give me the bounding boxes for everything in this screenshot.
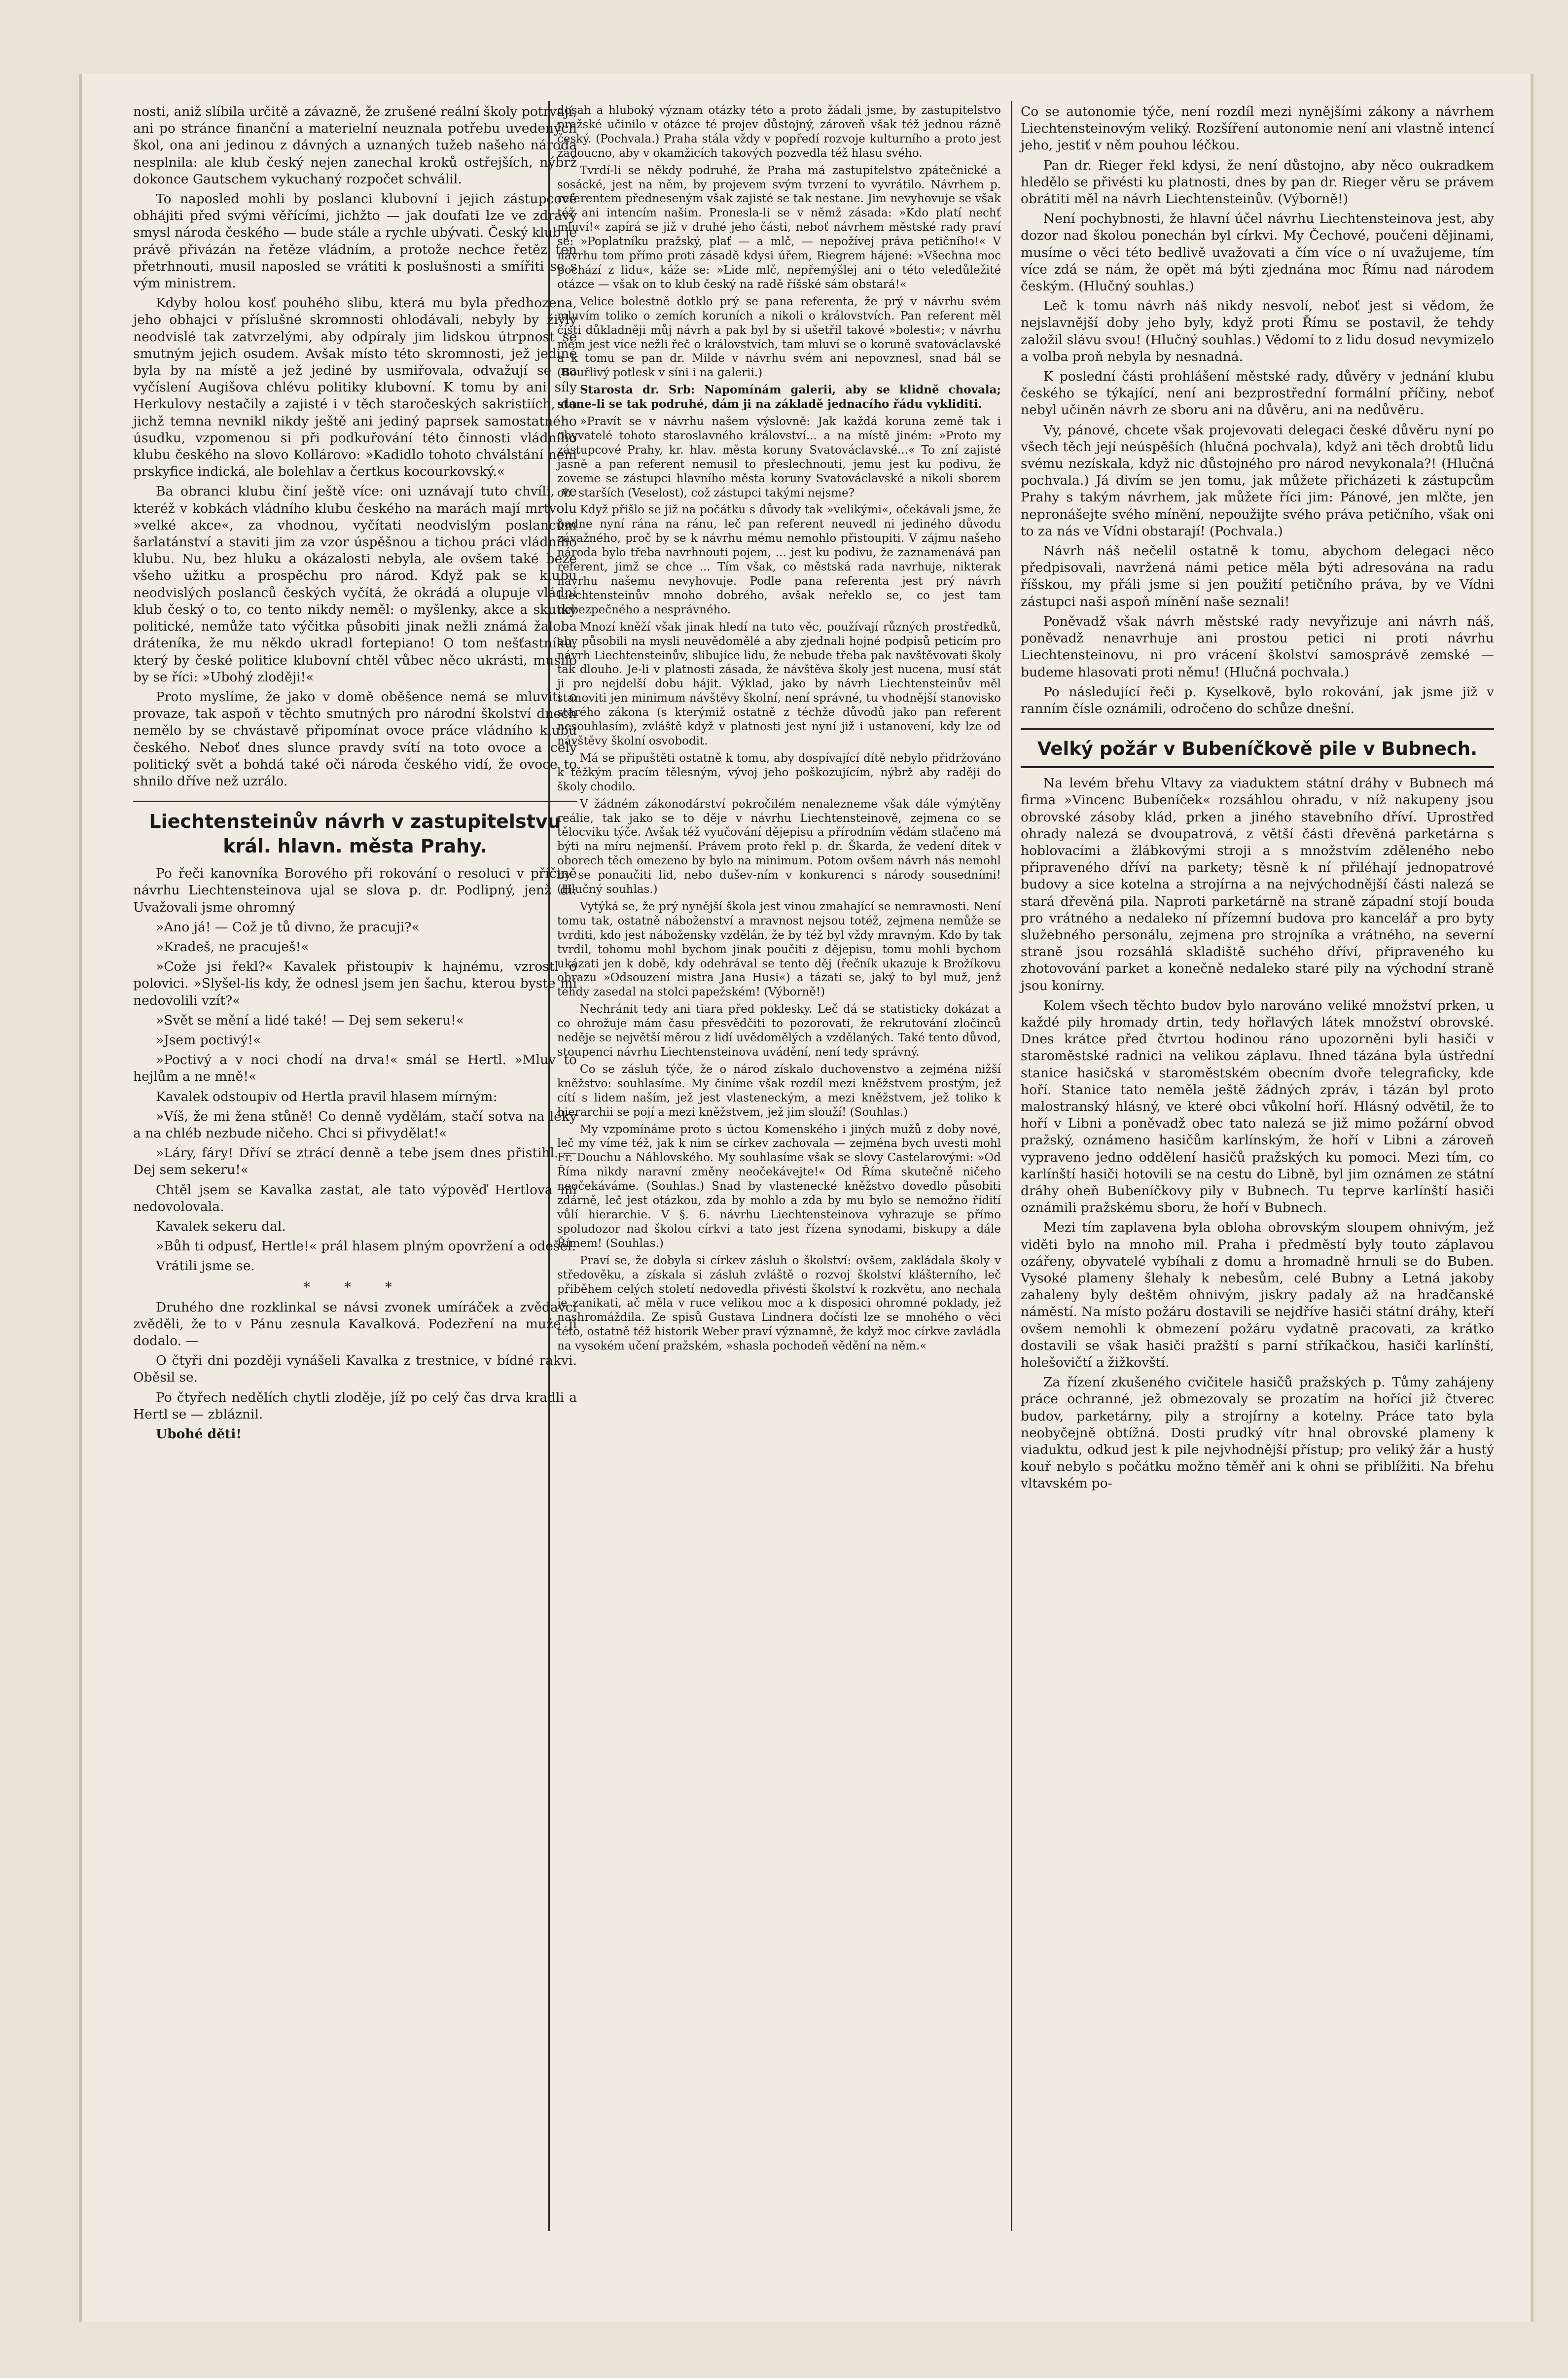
article-text: nosti, aniž slíbila určitě a závazně, že zrušené reální školy potrvají, ani po stránce finanční a materielní neuznala potřebu uvedených škol, ona ani jedinou z dávných a uznaných tužeb našeho národa nesplnila: ale klub český nejen zanechal kroků ostřejších, nýbrž dokonce Gautschem vykuchaný rozpočet schválil. xyxy=(133,104,577,187)
article-text: Když přišlo se již na počátku s důvody tak »velikými«, očekávali jsme, že padne nyní rána na ránu, leč pan referent neuvedl ni jediného důvodu závažného, proč by se k návrhu mému nemohlo přistoupiti. V zájmu našeho národa bylo třeba navrhnouti pojem, ... jest ku podivu, že zaznamenává pan referent, jimž se chce ... Tím však, co městská rada navrhuje, nikterak návrhu našemu nevyhovuje. Podle pana referenta jest prý návrh Liechtensteinův mnoho dobrého, avšak neřeklo se, co jest tam nebezpečného a nesprávného. xyxy=(557,503,1001,616)
story-paragraph: Po čtyřech nedělích chytli zloděje, jíž po celý čas drva kradli a Hertl se — zbláznil. xyxy=(133,1389,577,1422)
article-text: Tvrdí-li se někdy podruhé, že Praha má zastupitelstvo zpátečnické a sosácké, jest na něm, by projevem svým tvrzení to vyvrátilo. Návrhem p. referentem předneseným však zajisté se tak nestane. Jim nevyhovuje se však též ani intencím našim. Pronesla-li se v němž zásada: »Kdo platí nechť mluví!« zapírá se již v druhé jeho části, neboť návrhem městské rady praví se: »Poplatníku pražský, plať — a mlč, — nepožívej práva petičního!« V návrhu tom přímo proti zásadě kdysi úřem, Riegrem hájené: »Všechna moc pochází z lidu«, káže se: »Lide mlč, nepřemýšlej ani o této veledůležité otázce — však on to klub český na radě říšské sám obstará!« xyxy=(557,164,1001,291)
article-text: Kdyby holou kosť pouhého slibu, která mu byla předhozena, jeho obhajci v příslušné skromnosti ohlodávali, nebyly by živly neodvislé tak zatvrzelými, aby odpíraly jim lidskou útrpnost se smutným jejich osudem. Avšak místo této skromnosti, jež jediné byla by na místě a jež jediné by usmiřovala, odvažují se na vyčíslení Augišova chlévu politiky klubovní. K tomu by ani síly Herkulovy nestačily a zajisté i v těch staročeských sakristiích, do jichž temna nevnikl nikdy ještě ani jediný paprsek samostatného úsudku, vzpomenou si při podkuřování této činnosti vládního klubu českého na slovo Kollárovo: »Kadidlo tohoto chválstání není prskyfice indická, ale bolehlav a čertkus kocourkovský.« xyxy=(133,295,577,480)
story-paragraph: Druhého dne rozklinkal se návsi zvonek umíráček a zvědavci zvěděli, že to v Pánu zesnula Kavalková. Podezření na muže ji dodalo. — xyxy=(133,1299,577,1349)
article-text: Není pochybnosti, že hlavní účel návrhu Liechtensteinova jest, aby dozor nad školou ponechán byl církvi. My Čechové, poučeni dějinami, musíme o věci této bedlivě uvažovati a čím více o ní uvažujeme, tím více zdá se nám, že opět má býti zjednána moc Římu nad národem českým. (Hlučný souhlas.) xyxy=(1021,211,1494,294)
article-text: To naposled mohli by poslanci klubovní i jejich zástupcové obhájiti před svými věřícími, jichžto — jak doufati lze ve zdravý smysl národa českého — bude stále a rychle ubývati. Český klub je právě přivázán na řetěze vládním, a protože nechce řetěz ten přetrhnouti, musil naposled se vrátiti k poslušnosti a smířiti se s vým ministrem. xyxy=(133,191,577,291)
article-text: dosah a hluboký význam otázky této a proto žádali jsme, by zastupitelstvo pražské učinilo v otázce té projev důstojný, zároveň však též jednou rázně český. (Pochvala.) Praha stála vždy v popředí rozvoje kulturního a proto jest žádoucno, aby v okamžicích takových pozvedla též hlasu svého. xyxy=(557,104,1001,160)
story-paragraph: Chtěl jsem se Kavalka zastat, ale tato výpověď Hertlova mi nedovolovala. xyxy=(133,1182,577,1214)
column-left xyxy=(133,104,577,1446)
story-paragraph: »Bůh ti odpusť, Hertle!« prál hlasem plným opovržení a odešel. xyxy=(156,1239,576,1254)
article-text: Vytýká se, že prý nynější škola jest vinou zmahající se nemravnosti. Není tomu tak, ostatně náboženství a mravnost nejsou totéž, zejmena nemůže se tvrditi, kdo jest nábožensky vzdělán, že by též byl vždy mravným. Kdo by tak tvrdil, tohomu mohl bychom jinak poučiti z dějepisu, tomu mohli bychom ukázati jen k době, kdy odehrával se tento děj (řečník ukazuje k Brožíkovu obrazu »Odsouzení mistra Jana Husi«) a tázati se, jaký to byl muž, jenž tehdy zasedal na stolci papežském! (Výborně!) xyxy=(557,900,1001,999)
section-separator: * * * xyxy=(303,1278,407,1295)
column-rule-2 xyxy=(1011,101,1012,2231)
story-paragraph: »Poctivý a v noci chodí na drva!« smál se Hertl. »Mluv to hejlům a ne mně!« xyxy=(133,1052,577,1085)
article-text: Praví se, že dobyla si církev zásluh o školství: ovšem, zakládala školy v středověku, a získala si zásluh zvláště o rozvoj školství klášterního, leč přiběhem celých století nedovedla přivésti školství k rozkvětu, ano nechala je zanikati, ač měla v ruce velikou moc a k disposici ohromné poklady, jež nashromáždila. Ze spisů Gustava Lindnera dočísti lze se mnohého o věci této, ostatně též historik Weber praví významně, že když moc církve zavládla na vysokém učení pražském, »shasla pochodeň vědění na něm.« xyxy=(557,1254,1001,1353)
article-text: Ba obranci klubu činí ještě více: oni uznávají tuto chvíli, ve kteréž v kobkách vládního klubu českého na marách mají mrtvolu »velké akce«, za vhodnou, vyčítati neodvislým poslancům šarlatánství a staviti jim za vzor úspěšnou a tichou práci vládního klubu. Nu, bez hluku a okázalosti nebyla, ale ovšem také beze všeho užitku a prospěchu pro národ. Když pak se klubu neodvislých poslanců českých vyčítá, že okrádá a olupuje vládní klub český o to, co tento nikdy neměl: o myšlenky, akce a skutky politické, nemůže tato výčitka působiti jinak nežli známá žaloba dráteníka, že mu někdo ukradl fortepiano! O tom nešťastníku, který by české politice klubovní chtěl vůbec něco ukrásti, musilo by se říci: »Ubohý zloději!« xyxy=(133,484,577,685)
article-text: Návrh náš nečelil ostatně k tomu, abychom delegaci něco předpisovali, navržená námi petice měla býti adresována na radu říšskou, my přáli jsme si jen použití petičního práva, by ve Vídni zástupci naši aspoň mínění naše seznali! xyxy=(1021,543,1494,609)
article-text: Velice bolestně dotklo prý se pana referenta, že prý v návrhu svém mluvím toliko o zemích koruních a nikoli o královstvích. Pan referent měl čísti důkladněji můj návrh a pak byl by si ušetřil takové »bolesti«; v návrhu mém jest více nežli řeč o královstvích, tam mluví se o koruně svatováclavské a k tomu se pan dr. Milde v návrhu svém ani nepovznesl, snad bál se (Bouřlivý potlesk v síni i na galerii.) xyxy=(557,295,1001,380)
article-text: Vy, pánové, chcete však projevovati delegaci české důvěru nyní po všech těch její neúspěších (hlučná pochvala), když ani těch drobtů lidu svému nezískala, když nic důstojného pro národ nevykonala?! (Hlučná pochvala.) Já divím se jen tomu, jak můžete přicházeti k zástupcům Prahy s takým návrhem, jak můžete říci jim: Pánové, jen mlčte, jen nepronášejte svého mínění, nepoužijte svého práva petičního, však oni to za nás ve Vídni obstarají! (Pochvala.) xyxy=(1021,422,1494,539)
article-text: Po následující řeči p. Kyselkově, bylo rokování, jak jsme již v ranním čísle oznámili, odročeno do schůze dnešní. xyxy=(1021,684,1494,716)
article-headline: Velký požár v Bubeníčkově pile v Bubnech. xyxy=(1021,728,1494,768)
article-text: My vzpomínáme proto s úctou Komenského i jiných mužů z doby nové, leč my víme též, jak k nim se církev zachovala — zejména bych uvesti mohl Fr. Douchu a Náhlovského. My souhlasíme však se slovy Castelarovými: »Od Říma nikdy naravní změny neočekávejte!« Od Říma skutečně ničeho neočekáváme. (Souhlas.) Snad by vlastenecké kněžstvo dovedlo působiti zdárně, leč jest otázkou, zda by mohlo a zda by mu bylo se nemožno řídití vůlí hierarchie. V §. 6. návrhu Liechtensteinova vyhrazuje se přímo spoludozor nad školou církvi a tato jest řízena synodami, biskupy a dále Římem! (Souhlas.) xyxy=(557,1123,1001,1250)
article-headline: Liechtensteinův návrh v zastupitelstvu král. hlavn. města Prahy. xyxy=(133,801,577,858)
story-paragraph: »Cože jsi řekl?« Kavalek přistoupiv k hajnému, vzrostl o polovici. »Slyšel-lis kdy, že odnesl jsem jen šachu, kterou byste mi nedovolili vzít?« xyxy=(133,959,577,1008)
story-paragraph: Vrátili jsme se. xyxy=(156,1258,255,1274)
story-paragraph: Kavalek odstoupiv od Hertla pravil hlasem mírným: xyxy=(156,1089,498,1104)
article-text: Nechránit tedy ani tiara před poklesky. Leč dá se statisticky dokázat a co ohrožuje mám času přesvědčiti to pozorovati, že rekrutování zločinců neděje se největší měrou z lidí uvědomělých a vzdělaných. Také tento důvod, stoupenci návrhu Liechtensteinova uvádění, není tedy správný. xyxy=(557,1003,1001,1059)
column-middle xyxy=(557,104,1001,1356)
story-paragraph: Ubohé děti! xyxy=(156,1426,242,1442)
article-text: K poslední části prohlášení městské rady, důvěry v jednání klubu českého se týkající, není ani bezprostřední formální příčiny, neboť nebyl učiněn návrh ze sboru ani na důvěru, ani na nedůvěru. xyxy=(1021,369,1494,418)
story-paragraph: »Jsem poctivý!« xyxy=(156,1032,261,1048)
article-text: Pan dr. Rieger řekl kdysi, že není důstojno, aby něco oukradkem hledělo se přivésti ku platnosti, dnes by pan dr. Rieger věru se právem obrátiti měl na návrh Liechtensteinův. (Výborně!) xyxy=(1021,157,1494,207)
story-block xyxy=(133,919,577,1275)
story-paragraph: »Kradeš, ne pracuješ!« xyxy=(156,939,309,955)
article-text: Kolem všech těchto budov bylo narováno veliké množství prken, u každé pily hromady drtin, tedy hořlavých látek množství obrovské. Dnes krátce před čtvrtou hodinou ráno upozorněni byli hasiči v staroměstské radnici na velikou záplavu. Ihned tázána byla ústřední stanice hasičská v staroměstském obecním dvoře telegraficky, kde hoří. Stanice tato neměla ještě žádných zpráv, i tázán byl proto malostranský hlásný, ve které obci vůkolní hoří. Hlásný odvětil, že to hoří v Libni a poněvadž obec tato nalezá se již mimo požární obvod pražský, oznámeno hasičům karlínským, že hoří v Libni a zároveň vypraveno jedno oddělení hasičů pražských ku pomoci. Mezi tím, co karlínští hasiči hotovili se na cestu do Libně, byl jim oznámen ze státní dráhy oheň Bubeníčkovy pily v Bubnech. Tu teprve karlínští hasiči oznámili pražskému sboru, že hoří v Bubnech. xyxy=(1021,997,1494,1216)
article-text: Za řízení zkušeného cvičitele hasičů pražských p. Tůmy zahájeny práce ochranné, jež obmezovaly se prozatím na hořící již čtverec budov, parketárny, pily a strojírny a kotelny. Práce tato byla neobyčejně obtížná. Dosti prudký vítr hnal obrovské plameny k viaduktu, odkud jest k pile nejvhodnější přístup; pro veliký žár a hustý kouř nebylo s počátku možno těměř ani k ohni se přiblížiti. Na břehu vltavském po- xyxy=(1021,1375,1494,1491)
column-right xyxy=(1021,104,1494,1495)
article-text: Poněvadž však návrh městské rady nevyřizuje ani návrh náš, poněvadž nenavrhuje ani prostou petici ni proti návrhu Liechtensteinovu, ni pro vrácení školství samosprávě zemské — budeme hlasovati proti němu! (Hlučná pochvala.) xyxy=(1021,613,1494,680)
page-edge-right xyxy=(1531,74,1533,2322)
article-text: Co se zásluh týče, že o národ získalo duchovenstvo a zejména nižší kněžstvo: souhlasíme. My činíme však rozdíl mezi kněžstvem prostým, jež cítí s lidem naším, jež jest vlasteneckým, a mezi kněžstvem, jež toliko k hierarchii se pojí a mezi kněžstvem, jež jim slouží! (Souhlas.) xyxy=(557,1063,1001,1119)
article-text: Proto myslíme, že jako v domě oběšence nemá se mluviti o provaze, tak aspoň v těchto smutných pro národní školství dnech nemělo by se chvástavě připomínat ovoce práce vládního klubu českého. Neboť dnes slunce pravdy svítí na toto ovoce a celý politický svět a bohdá také oči národa českého vidí, že ovoce to shnilo dříve než uzrálo. xyxy=(133,689,577,789)
article-lead: Po řeči kanovníka Borového při rokování o resoluci v příčině návrhu Liechtensteinova ujal se slova p. dr. Podlipný, jenž di: Uvažovali jsme ohromný xyxy=(133,866,577,915)
story-paragraph: »Svět se mění a lidé také! — Dej sem sekeru!« xyxy=(156,1012,464,1028)
article-text: Mezi tím zaplavena byla obloha obrovským sloupem ohnivým, jež viděti bylo na mnoho mil. Praha i předměstí byly touto záplavou ozářeny, obyvatelé vybíhali z domu a hromadně hrnuli se do Buben. Vysoké plameny šlehaly k nebesům, celé Bubny a Letná jakoby zahaleny byly deštěm ohnivým, jiskry padaly až na hradčanské náměstí. Na místo požáru dostavili se nejdříve hasiči státní dráhy, kteří ovšem nemohli k obmezení požáru vydatně pracovati, za krátko dostavili se však hasiči pražští s parní stříkačkou, hasiči karlínští, holešovičtí a žižkovští. xyxy=(1021,1220,1494,1371)
page-edge-left xyxy=(79,74,82,2322)
article-text: Leč k tomu návrh náš nikdy nesvolí, neboť jest si vědom, že nejslavnější doby jeho byly, když proti Římu se postavil, že tehdy založil slávu svou! (Hlučný souhlas.) Vědomí to z lidu dosud nevymizelo a volba proň nebyla by nesnadná. xyxy=(1021,298,1494,364)
story-paragraph: Kavalek sekeru dal. xyxy=(156,1218,286,1234)
story-paragraph: »Ano já! — Což je tů divno, že pracuji?« xyxy=(156,919,420,935)
article-text: Na levém břehu Vltavy za viaduktem státní dráhy v Bubnech má firma »Vincenc Bubeníček« rozsáhlou ohradu, v níž nakupeny jsou obrovské zásoby klád, prken a jiného stavebního dříví. Uprostřed ohrady nalezá se dvoupatrová, z větší části dřevěná parketárna s hoblovacími a žlábkovými stroji a s množstvím zděleného nebo připraveného dříví na parkety; těsně k ní přiléhají jednopatrové budovy a sice kotelna a strojírna a na nejvýchodnější části nalezá se stará dřevěná pila. Naproti parketárně na straně západní stojí bouda pro vrátného a nedaleko ní přízemní budova pro kancelář a pro byty služebného personálu, zejmena pro strojníka a vrátného, na severní straně jsou rozsáhlá skladiště suchého dříví, připraveného ku zhotovování parket a konečně nedaleko staré pily na východní straně jsou konírny. xyxy=(1021,776,1494,994)
article-text: V žádném zákonodárství pokročilém nenalezneme však dále výmýtěny reálie, tak jako se to děje v návrhu Liechtensteinově, zejmena co se tělocviku týče. Avšak též vyučování dějepisu a přírodním vědám stlačeno má býti na míru nejmenší. Právem proto řekl p. dr. Škarda, že vedení dítek v oborech těch omezeno by bylo na minimum. Potom ovšem návrh nás nemohl by se ponaučiti lid, nebo dušev-ním v konkurenci s národy sousedními! (Hlučný souhlas.) xyxy=(557,797,1001,896)
article-text: Co se autonomie týče, není rozdíl mezi nynějšími zákony a návrhem Liechtensteinovým veliký. Rozšíření autonomie není ani vlastně intencí jeho, jestiť v něm pouhou léčkou. xyxy=(1021,104,1494,153)
story-paragraph: O čtyři dni později vynášeli Kavalka z trestnice, v bídné rakvi. Oběsil se. xyxy=(133,1353,577,1385)
story-paragraph: »Víš, že mi žena stůně! Co denně vydělám, stačí sotva na léky a na chléb nezbude ničeho. Chci si přivydělat!« xyxy=(133,1108,577,1141)
story-paragraph: »Láry, fáry! Dříví se ztrácí denně a tebe jsem dnes přistihl. — Dej sem sekeru!« xyxy=(133,1145,577,1178)
article-text: Starosta dr. Srb: Napomínám galerii, aby se klidně chovala; stane-li se tak podruhé, dám ji na základě jednacího řádu vykliditi. xyxy=(557,383,1001,411)
article-text: Má se připuštěti ostatně k tomu, aby dospívající dítě nebylo přidržováno k těžkým pracím tělesným, vývoj jeho poškozujícím, nýbrž aby raději do školy chodilo. xyxy=(557,751,1001,793)
article-text: »Pravít se v návrhu našem výslovně: Jak každá koruna země tak i obyvatelé tohoto staroslavného království... a na místě jiném: »Proto my zástupcové Prahy, kr. hlav. města koruny Svatováclavské...« To zní zajisté jasně a pan referent nemusil to přeslechnouti, jemu jest ku podivu, že zoveme se zástupci hlavního města koruny Svatováclavské a nikoli sborem ob. starších (Veselost), což zástupci takými nejsme? xyxy=(557,415,1001,499)
article-text: Mnozí kněží však jinak hledí na tuto věc, používají různých prostředků, aby působili na mysli neuvědomělé a aby zjednali hojné podpisů peticím pro návrh Liechtensteinův, slibujíce lidu, že nebude třeba pak navštěvovati školy tak dlouho. Je-li v platnosti zásada, že návštěva školy jest nucena, musí stát ji pro nejdelší dobu hájit. Výklad, jako by návrh Liechtensteinův měl stanoviti jen minimum návštěvy školní, není správné, tu vhodnější stanovisko starého zákona (s kterýmiž ostatně z téchže důvodů jako pan referent nesouhlasím), zvláště když v platnosti jest nyní již i ustanovení, kdy lze od návštěvy školní osvobodit. xyxy=(557,620,1001,747)
